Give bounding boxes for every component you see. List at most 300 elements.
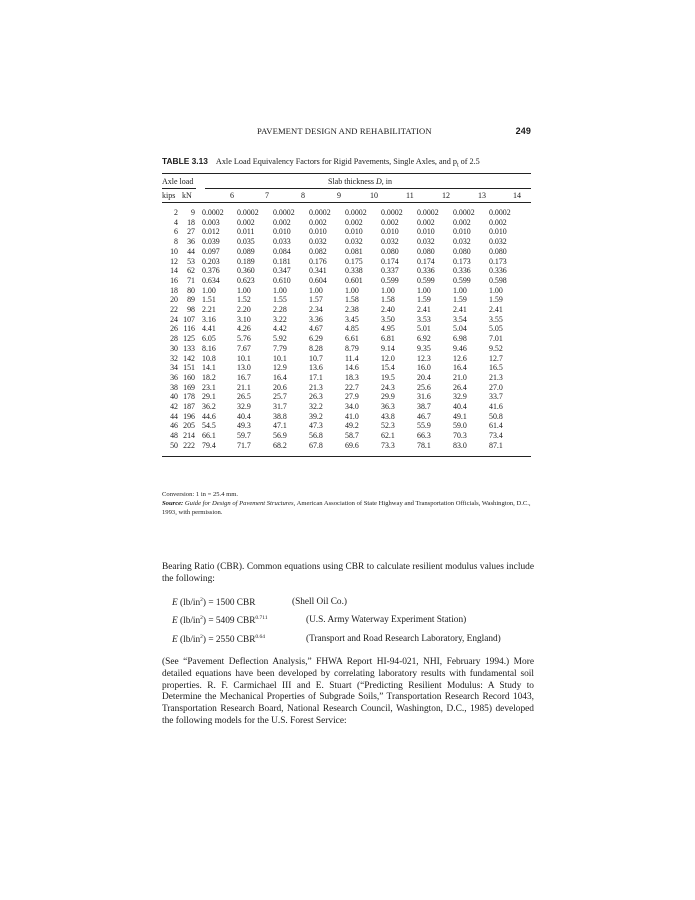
cell-factor-d13: 0.080 — [453, 246, 471, 256]
cell-factor-d9: 8.28 — [309, 343, 323, 353]
cell-factor-d12: 0.599 — [417, 275, 435, 285]
cell-factor-d7: 0.089 — [237, 246, 255, 256]
cell-factor-d7: 26.5 — [237, 392, 251, 402]
cell-factor-d12: 0.010 — [417, 227, 435, 237]
cell-factor-d13: 49.1 — [453, 411, 467, 421]
cell-factor-d7: 7.67 — [237, 343, 251, 353]
cell-factor-d9: 0.604 — [309, 275, 327, 285]
cell-factor-d8: 7.79 — [273, 343, 287, 353]
cell-factor-d14: 73.4 — [489, 431, 503, 441]
cell-factor-d12: 3.53 — [417, 314, 431, 324]
source-text: American Association of State Highway and Transportation Officials, Washington, D.C., 1993, with permission. — [162, 500, 531, 516]
cell-factor-d10: 0.0002 — [345, 208, 367, 217]
cell-factor-d6: 23.1 — [202, 382, 216, 392]
cell-factor-d8: 1.55 — [273, 295, 287, 305]
cell-kips: 44 — [170, 411, 178, 421]
cell-factor-d12: 78.1 — [417, 440, 431, 450]
equation-rhs: ) = 2550 CBR — [202, 635, 256, 645]
cell-factor-d13: 83.0 — [453, 440, 467, 450]
cell-factor-d6: 0.097 — [202, 246, 220, 256]
cell-factor-d9: 0.002 — [309, 217, 327, 227]
cell-factor-d11: 0.337 — [381, 266, 399, 276]
cell-factor-d14: 33.7 — [489, 392, 503, 402]
cell-factor-d6: 29.1 — [202, 392, 216, 402]
table-row — [162, 363, 525, 373]
cell-factor-d14: 3.55 — [489, 314, 503, 324]
cell-kips: 46 — [170, 421, 178, 431]
cell-kn: 53 — [187, 256, 195, 266]
cell-factor-d9: 4.67 — [309, 324, 323, 334]
cell-kn: 169 — [183, 382, 195, 392]
cell-factor-d8: 0.610 — [273, 275, 291, 285]
cell-factor-d11: 73.3 — [381, 440, 395, 450]
cell-factor-d14: 61.4 — [489, 421, 503, 431]
cell-factor-d8: 2.28 — [273, 305, 287, 315]
cell-factor-d13: 26.4 — [453, 382, 467, 392]
cell-factor-d11: 15.4 — [381, 363, 395, 373]
header-slab-thickness: Slab thickness D, in — [328, 177, 393, 186]
cell-factor-d8: 31.7 — [273, 402, 287, 412]
cell-factor-d7: 10.1 — [237, 353, 251, 363]
cell-factor-d14: 41.6 — [489, 402, 503, 412]
table-caption — [162, 156, 542, 169]
table-top-rule — [162, 173, 531, 174]
cell-factor-d11: 4.95 — [381, 324, 395, 334]
cell-factor-d7: 40.4 — [237, 411, 251, 421]
cell-factor-d8: 0.181 — [273, 256, 291, 266]
equation-unit-exp: 2 — [200, 615, 203, 621]
header-axle-load: Axle load — [162, 177, 194, 186]
cell-factor-d14: 12.7 — [489, 353, 503, 363]
cell-factor-d6: 1.00 — [202, 285, 216, 295]
cell-factor-d11: 12.0 — [381, 353, 395, 363]
cell-factor-d12: 25.6 — [417, 382, 431, 392]
table-caption-text: Axle Load Equivalency Factors for Rigid Pavements, Single Axles, and p — [215, 157, 457, 166]
cell-factor-d7: 1.52 — [237, 295, 251, 305]
source-note — [162, 499, 534, 517]
cell-kips: 28 — [170, 334, 178, 344]
axle-load-rule — [162, 188, 196, 189]
cell-kn: 116 — [183, 324, 195, 334]
cell-factor-d7: 1.00 — [237, 285, 251, 295]
cell-factor-d9: 32.2 — [309, 402, 323, 412]
cell-factor-d6: 0.376 — [202, 266, 220, 276]
cell-kips: 42 — [170, 402, 178, 412]
cell-factor-d8: 4.42 — [273, 324, 287, 334]
cell-factor-d12: 0.336 — [417, 266, 435, 276]
cell-factor-d9: 3.36 — [309, 314, 323, 324]
cell-factor-d14: 0.173 — [489, 256, 507, 266]
cell-factor-d9: 26.3 — [309, 392, 323, 402]
cell-kn: 89 — [187, 295, 195, 305]
cell-factor-d10: 4.85 — [345, 324, 359, 334]
table-row — [162, 334, 525, 344]
cell-kips: 50 — [170, 440, 178, 450]
table-row — [162, 441, 525, 451]
cell-factor-d10: 22.7 — [345, 382, 359, 392]
source-title: Guide for Design of Pavement Structures, — [184, 500, 296, 507]
table-row — [162, 392, 525, 402]
equation-unit: (lb/in — [177, 635, 201, 645]
cell-factor-d10: 41.0 — [345, 411, 359, 421]
cell-kips: 32 — [170, 353, 178, 363]
cell-factor-d7: 4.26 — [237, 324, 251, 334]
table-row — [162, 412, 525, 422]
cell-factor-d11: 0.032 — [381, 237, 399, 247]
cell-factor-d7: 16.7 — [237, 372, 251, 382]
cell-factor-d6: 0.203 — [202, 256, 220, 266]
cell-factor-d9: 0.0002 — [309, 208, 331, 217]
cell-kips: 26 — [170, 324, 178, 334]
cell-factor-d11: 1.58 — [381, 295, 395, 305]
equation-rhs-exp: 0.711 — [255, 615, 268, 621]
cell-factor-d12: 31.6 — [417, 392, 431, 402]
cell-factor-d11: 3.50 — [381, 314, 395, 324]
cell-factor-d6: 8.16 — [202, 343, 216, 353]
table-label: TABLE 3.13 — [162, 156, 208, 166]
cell-factor-d8: 0.347 — [273, 266, 291, 276]
cell-kips: 14 — [170, 266, 178, 276]
cell-factor-d6: 0.003 — [202, 217, 220, 227]
cell-factor-d10: 0.081 — [345, 246, 363, 256]
cell-factor-d9: 1.00 — [309, 285, 323, 295]
cell-factor-d12: 55.9 — [417, 421, 431, 431]
table-row — [162, 421, 525, 431]
cell-factor-d11: 43.8 — [381, 411, 395, 421]
header-kn: kN — [182, 191, 192, 200]
running-title: PAVEMENT DESIGN AND REHABILITATION — [257, 126, 432, 136]
cell-factor-d13: 0.032 — [453, 237, 471, 247]
cell-kips: 24 — [170, 314, 178, 324]
cell-factor-d10: 1.58 — [345, 295, 359, 305]
cell-factor-d8: 10.1 — [273, 353, 287, 363]
cell-factor-d11: 0.080 — [381, 246, 399, 256]
cell-factor-d9: 10.7 — [309, 353, 323, 363]
cell-factor-d11: 52.3 — [381, 421, 395, 431]
cell-factor-d6: 0.634 — [202, 275, 220, 285]
cell-factor-d13: 0.336 — [453, 266, 471, 276]
cell-factor-d8: 16.4 — [273, 372, 287, 382]
cell-factor-d11: 0.599 — [381, 275, 399, 285]
cell-factor-d13: 16.4 — [453, 363, 467, 373]
cell-factor-d14: 50.8 — [489, 411, 503, 421]
table-row — [162, 286, 525, 296]
cell-factor-d8: 0.0002 — [273, 208, 295, 217]
cell-kn: 18 — [187, 217, 195, 227]
header-thickness-14: 14 — [513, 191, 521, 200]
cell-factor-d11: 0.010 — [381, 227, 399, 237]
cell-kn: 205 — [183, 421, 195, 431]
cell-factor-d10: 49.2 — [345, 421, 359, 431]
cell-factor-d12: 0.0002 — [417, 208, 439, 217]
cell-factor-d9: 0.032 — [309, 237, 327, 247]
cell-factor-d13: 0.002 — [453, 217, 471, 227]
cell-factor-d13: 6.98 — [453, 334, 467, 344]
cell-factor-d10: 34.0 — [345, 402, 359, 412]
cell-factor-d8: 38.8 — [273, 411, 287, 421]
cell-factor-d7: 21.1 — [237, 382, 251, 392]
cell-kips: 34 — [170, 363, 178, 373]
cell-factor-d7: 5.76 — [237, 334, 251, 344]
cell-factor-d13: 0.0002 — [453, 208, 475, 217]
cell-kn: 214 — [183, 431, 195, 441]
equation-army — [172, 615, 467, 626]
intro-paragraph: Bearing Ratio (CBR). Common equations using CBR to calculate resilient modulus values include the following: — [162, 562, 534, 584]
equation-note: (Shell Oil Co.) — [292, 597, 348, 607]
cell-factor-d6: 66.1 — [202, 431, 216, 441]
table-row — [162, 208, 525, 218]
cell-factor-d7: 13.0 — [237, 363, 251, 373]
cell-kn: 160 — [183, 372, 195, 382]
table-row — [162, 305, 525, 315]
table-row — [162, 266, 525, 276]
header-thickness-8: 8 — [301, 191, 305, 200]
cell-factor-d8: 0.002 — [273, 217, 291, 227]
cell-factor-d6: 0.039 — [202, 237, 220, 247]
table-caption-end: of 2.5 — [458, 157, 480, 166]
cell-kn: 196 — [183, 411, 195, 421]
equation-lhs: E — [172, 616, 178, 626]
cell-factor-d9: 67.8 — [309, 440, 323, 450]
cell-factor-d6: 6.05 — [202, 334, 216, 344]
cell-kips: 20 — [170, 295, 178, 305]
equation-note: (U.S. Army Waterway Experiment Station) — [306, 615, 467, 625]
header-thickness-6: 6 — [230, 191, 234, 200]
cell-kn: 36 — [187, 237, 195, 247]
cell-factor-d13: 32.9 — [453, 392, 467, 402]
page-number: 249 — [515, 126, 531, 136]
cell-factor-d10: 2.38 — [345, 305, 359, 315]
cell-factor-d14: 0.080 — [489, 246, 507, 256]
cell-kips: 40 — [170, 392, 178, 402]
cell-kn: 187 — [183, 402, 195, 412]
cell-factor-d7: 0.623 — [237, 275, 255, 285]
cell-factor-d6: 0.012 — [202, 227, 220, 237]
cell-factor-d12: 1.00 — [417, 285, 431, 295]
cell-factor-d14: 1.59 — [489, 295, 503, 305]
table-row — [162, 324, 525, 334]
cell-factor-d8: 56.9 — [273, 431, 287, 441]
cell-factor-d12: 6.92 — [417, 334, 431, 344]
cell-factor-d8: 5.92 — [273, 334, 287, 344]
cell-factor-d7: 0.189 — [237, 256, 255, 266]
cell-factor-d10: 8.79 — [345, 343, 359, 353]
cell-kn: 71 — [187, 275, 195, 285]
page-header — [162, 126, 531, 140]
header-kips: kips — [162, 191, 176, 200]
cell-factor-d12: 66.3 — [417, 431, 431, 441]
table-row — [162, 227, 525, 237]
cell-factor-d14: 87.1 — [489, 440, 503, 450]
cell-kn: 62 — [187, 266, 195, 276]
cell-factor-d6: 0.0002 — [202, 208, 224, 217]
cell-factor-d14: 9.52 — [489, 343, 503, 353]
cell-factor-d12: 9.35 — [417, 343, 431, 353]
body-paragraph: (See “Pavement Deflection Analysis,” FHWA Report HI-94-021, NHI, February 1994.) More detailed equations have been developed by correlating laboratory results with fundamental soil properties. R. F. Carmichael III and E. Stuart (“Predicting Resilient Modulus: A Study to Determine the Mechanical Properties of Subgrade Soils,” Transportation Research Record 1043, Transportation Research Board, National Research Council, Washington, D.C., 1985) developed the following models for the U.S. Forest Service: — [162, 657, 534, 726]
cell-factor-d7: 59.7 — [237, 431, 251, 441]
cell-factor-d6: 3.16 — [202, 314, 216, 324]
cell-kips: 8 — [174, 237, 178, 247]
cell-kn: 98 — [187, 305, 195, 315]
cell-kn: 9 — [191, 208, 195, 217]
cell-factor-d10: 6.61 — [345, 334, 359, 344]
cell-kips: 4 — [174, 217, 178, 227]
cell-factor-d13: 12.6 — [453, 353, 467, 363]
cell-factor-d9: 1.57 — [309, 295, 323, 305]
cell-factor-d11: 29.9 — [381, 392, 395, 402]
cell-kips: 18 — [170, 285, 178, 295]
table-row — [162, 315, 525, 325]
cell-factor-d13: 1.00 — [453, 285, 467, 295]
cell-kn: 133 — [183, 343, 195, 353]
cell-kn: 107 — [183, 314, 195, 324]
cell-kn: 44 — [187, 246, 195, 256]
cell-factor-d14: 0.0002 — [489, 208, 511, 217]
equation-note: (Transport and Road Research Laboratory, England) — [306, 634, 501, 644]
equation-unit: (lb/in — [177, 616, 201, 626]
cell-factor-d10: 0.601 — [345, 275, 363, 285]
slab-thickness-rule — [205, 188, 531, 189]
cell-factor-d9: 0.176 — [309, 256, 327, 266]
cell-factor-d11: 62.1 — [381, 431, 395, 441]
cell-factor-d7: 32.9 — [237, 402, 251, 412]
cell-factor-d13: 2.41 — [453, 305, 467, 315]
cell-factor-d12: 12.3 — [417, 353, 431, 363]
cell-factor-d6: 1.51 — [202, 295, 216, 305]
header-thickness-7: 7 — [265, 191, 269, 200]
cell-factor-d10: 1.00 — [345, 285, 359, 295]
cell-factor-d8: 68.2 — [273, 440, 287, 450]
cell-factor-d11: 0.174 — [381, 256, 399, 266]
header-thickness-13: 13 — [478, 191, 486, 200]
cell-factor-d14: 0.336 — [489, 266, 507, 276]
cell-factor-d8: 20.6 — [273, 382, 287, 392]
cell-factor-d14: 16.5 — [489, 363, 503, 373]
cell-kn: 80 — [187, 285, 195, 295]
cell-factor-d13: 70.3 — [453, 431, 467, 441]
cell-factor-d8: 3.22 — [273, 314, 287, 324]
header-bottom-rule — [162, 202, 531, 203]
table-caption-subscript: t — [456, 162, 459, 169]
cell-factor-d14: 0.002 — [489, 217, 507, 227]
cell-factor-d6: 36.2 — [202, 402, 216, 412]
cell-factor-d13: 59.0 — [453, 421, 467, 431]
cell-factor-d7: 0.0002 — [237, 208, 259, 217]
cell-factor-d14: 0.010 — [489, 227, 507, 237]
cell-factor-d14: 0.598 — [489, 275, 507, 285]
cell-kn: 142 — [183, 353, 195, 363]
table-row — [162, 431, 525, 441]
cell-factor-d12: 20.4 — [417, 372, 431, 382]
table-notes — [162, 490, 534, 517]
cell-kips: 10 — [170, 246, 178, 256]
table-row — [162, 402, 525, 412]
cell-factor-d12: 2.41 — [417, 305, 431, 315]
cell-kips: 30 — [170, 343, 178, 353]
cell-factor-d13: 9.46 — [453, 343, 467, 353]
cell-kips: 16 — [170, 275, 178, 285]
cell-factor-d13: 0.010 — [453, 227, 471, 237]
cell-factor-d13: 3.54 — [453, 314, 467, 324]
cell-factor-d12: 5.01 — [417, 324, 431, 334]
cell-factor-d14: 7.01 — [489, 334, 503, 344]
cell-factor-d12: 46.7 — [417, 411, 431, 421]
cell-factor-d6: 10.8 — [202, 353, 216, 363]
cell-factor-d8: 47.1 — [273, 421, 287, 431]
cell-factor-d7: 3.10 — [237, 314, 251, 324]
header-thickness-12: 12 — [442, 191, 450, 200]
equation-rhs: ) = 1500 CBR — [202, 598, 256, 608]
cell-kips: 48 — [170, 431, 178, 441]
cell-factor-d6: 44.6 — [202, 411, 216, 421]
cell-factor-d7: 0.035 — [237, 237, 255, 247]
cell-factor-d6: 18.2 — [202, 372, 216, 382]
conversion-note: Conversion: 1 in = 25.4 mm. — [162, 491, 239, 498]
cell-factor-d10: 18.3 — [345, 372, 359, 382]
cell-factor-d11: 19.5 — [381, 372, 395, 382]
cell-factor-d8: 25.7 — [273, 392, 287, 402]
cell-factor-d11: 9.14 — [381, 343, 395, 353]
cell-factor-d12: 0.080 — [417, 246, 435, 256]
equation-shell — [172, 597, 348, 608]
equation-rhs-exp: 0.64 — [255, 634, 266, 640]
cell-factor-d13: 1.59 — [453, 295, 467, 305]
cell-kips: 2 — [174, 208, 178, 217]
table-row — [162, 218, 525, 228]
cell-factor-d8: 0.084 — [273, 246, 291, 256]
equation-unit-exp: 2 — [200, 634, 203, 640]
cell-factor-d10: 11.4 — [345, 353, 359, 363]
table-row — [162, 247, 525, 257]
cell-factor-d12: 38.7 — [417, 402, 431, 412]
cell-kips: 36 — [170, 372, 178, 382]
cell-factor-d6: 2.21 — [202, 305, 216, 315]
cell-kn: 125 — [183, 334, 195, 344]
cell-factor-d12: 0.174 — [417, 256, 435, 266]
cell-factor-d14: 5.05 — [489, 324, 503, 334]
table-row — [162, 383, 525, 393]
cell-factor-d9: 2.34 — [309, 305, 323, 315]
header-thickness-9: 9 — [337, 191, 341, 200]
cell-factor-d13: 0.599 — [453, 275, 471, 285]
cell-factor-d13: 40.4 — [453, 402, 467, 412]
table-row — [162, 344, 525, 354]
cell-factor-d9: 39.2 — [309, 411, 323, 421]
cell-factor-d14: 1.00 — [489, 285, 503, 295]
cell-factor-d12: 0.032 — [417, 237, 435, 247]
cell-factor-d12: 0.002 — [417, 217, 435, 227]
cell-factor-d6: 4.41 — [202, 324, 216, 334]
cell-factor-d7: 0.002 — [237, 217, 255, 227]
cell-factor-d11: 36.3 — [381, 402, 395, 412]
cell-factor-d9: 13.6 — [309, 363, 323, 373]
cell-kips: 38 — [170, 382, 178, 392]
header-thickness-11: 11 — [406, 191, 414, 200]
cell-factor-d14: 21.3 — [489, 372, 503, 382]
cell-factor-d7: 71.7 — [237, 440, 251, 450]
equation-lhs: E — [172, 598, 178, 608]
table-bottom-rule — [162, 456, 531, 457]
cell-factor-d6: 79.4 — [202, 440, 216, 450]
cell-factor-d10: 0.338 — [345, 266, 363, 276]
table-row — [162, 276, 525, 286]
cell-factor-d8: 0.033 — [273, 237, 291, 247]
equation-unit-exp: 2 — [200, 597, 203, 603]
cell-kn: 178 — [183, 392, 195, 402]
cell-factor-d13: 5.04 — [453, 324, 467, 334]
table-row — [162, 295, 525, 305]
cell-factor-d7: 49.3 — [237, 421, 251, 431]
